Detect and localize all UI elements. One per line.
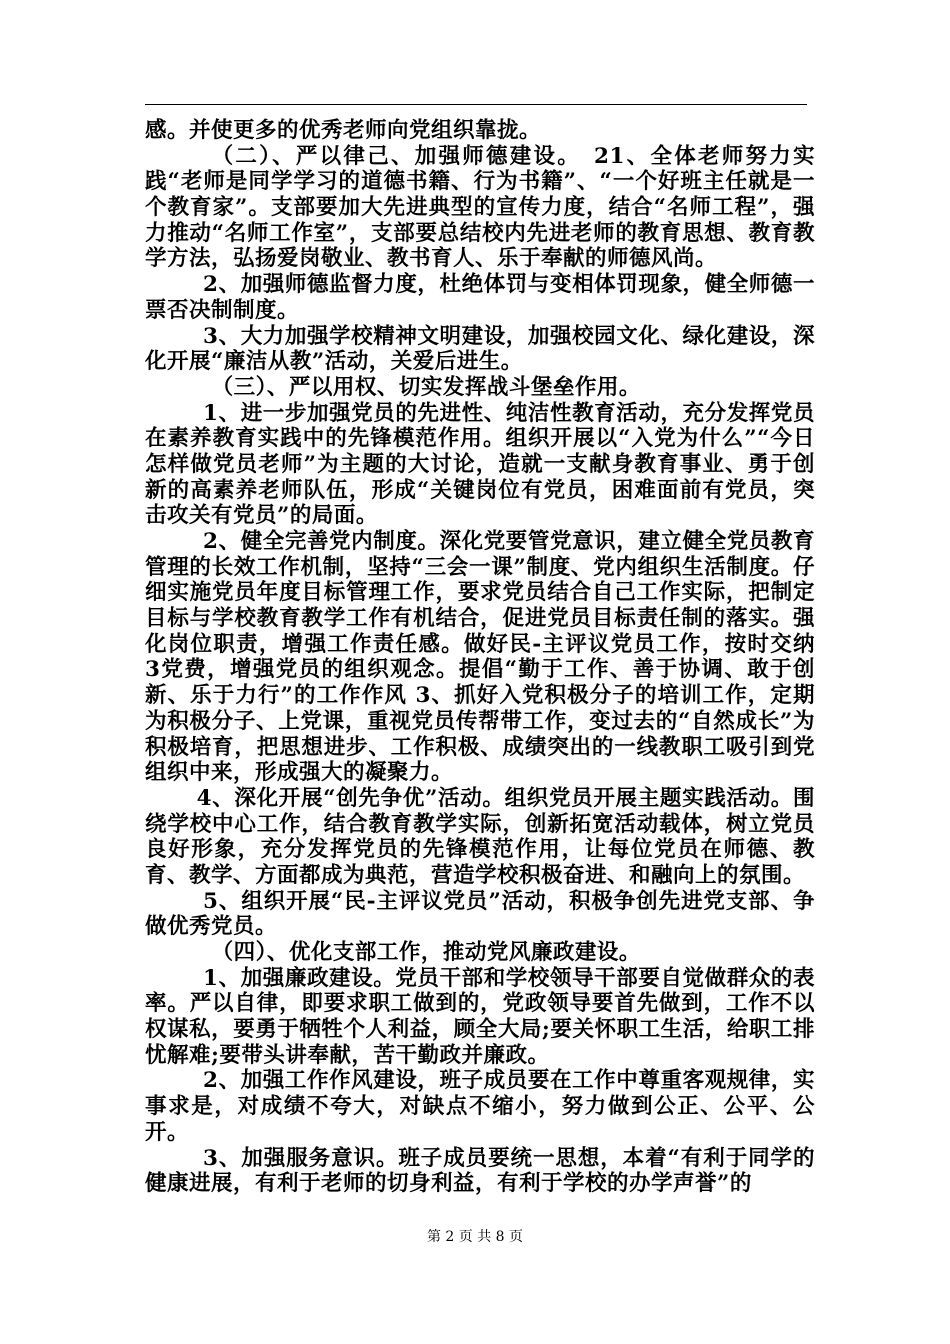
paragraph: 2、加强工作作风建设，班子成员要在工作中尊重客观规律，实事求是，对成绩不夸大，对缺点不缩小，努力做到公正、公平、公开。 [145, 1068, 815, 1145]
header-rule [145, 104, 807, 105]
paragraph: 1、进一步加强党员的先进性、纯洁性教育活动，充分发挥党员在素养教育实践中的先锋模范作用。组织开展以“入党为什么”“今日怎样做党员老师”为主题的大讨论，造就一支献身教育事业、勇于创新的高素养老师队伍，形成“关键岗位有党员，困难面前有党员，突击攻关有党员”的局面。 [145, 400, 815, 529]
document-body [145, 118, 815, 1197]
paragraph: 4、深化开展“创先争优”活动。组织党员开展主题实践活动。围绕学校中心工作，结合教育教学实际，创新拓宽活动载体，树立党员良好形象，充分发挥党员的先锋模范作用，让每位党员在师德、教育、教学、方面都成为典范，营造学校积极奋进、和融向上的氛围。 [145, 785, 815, 888]
paragraph: 3、加强服务意识。班子成员要统一思想，本着“有利于同学的健康进展，有利于老师的切身利益，有利于学校的办学声誉”的 [145, 1145, 815, 1197]
paragraph: 感。并使更多的优秀老师向党组织靠拢。 [145, 118, 542, 143]
paragraph: 1、加强廉政建设。党员干部和学校领导干部要自觉做群众的表率。严以自律，即要求职工做到的，党政领导要首先做到，工作不以权谋私，要勇于牺牲个人利益，顾全大局;要关怀职工生活，给职工排忧解难;要带头讲奉献，苦干勤政并廉政。 [145, 965, 815, 1068]
paragraph: 5、组织开展“民-主评议党员”活动，积极争创先进党支部、争做优秀党员。 [145, 888, 815, 940]
section-heading-4: （四）、优化支部工作，推动党风廉政建设。 [211, 940, 641, 965]
section-heading-2: （二）、严以律己、加强师德建设。 21、全体老师努力实践“老师是同学学习的道德书籍、行为书籍”、“一个好班主任就是一个教育家”。支部要加大先进典型的宣传力度，结合“名师工程”，强力推动“名师工作室”，支部要总结校内先进老师的教育思想、教育教学方法，弘扬爱岗敬业、教书育人、乐于奉献的师德风尚。 [145, 143, 815, 272]
paragraph: 3、大力加强学校精神文明建设，加强校园文化、绿化建设，深化开展“廉洁从教”活动，关爱后进生。 [145, 323, 815, 375]
section-heading-3: （三）、严以用权、切实发挥战斗堡垒作用。 [211, 374, 641, 400]
page-number-footer: 第 2 页 共 8 页 [426, 1229, 524, 1245]
paragraph: 2、加强师德监督力度，杜绝体罚与变相体罚现象，健全师德一票否决制制度。 [145, 272, 815, 323]
paragraph: 2、健全完善党内制度。深化党要管党意识，建立健全党员教育管理的长效工作机制，坚持“三会一课”制度、党内组织生活制度。仔细实施党员年度目标管理工作，要求党员结合自己工作实际，把制定目标与学校教育教学工作有机结合，促进党员目标责任制的落实。强化岗位职责，增强工作责任感。做好民-主评议党员工作，按时交纳 3党费，增强党员的组织观念。提倡“勤于工作、善于协调、敢于创新、乐于力行”的工作作风 3、抓好入党积极分子的培训工作，定期为积极分子、上党课，重视党员传帮带工作，变过去的“自然成长”为积极培育，把思想进步、工作积极、成绩突出的一线教职工吸引到党组织中来，形成强大的凝聚力。 [145, 529, 815, 786]
